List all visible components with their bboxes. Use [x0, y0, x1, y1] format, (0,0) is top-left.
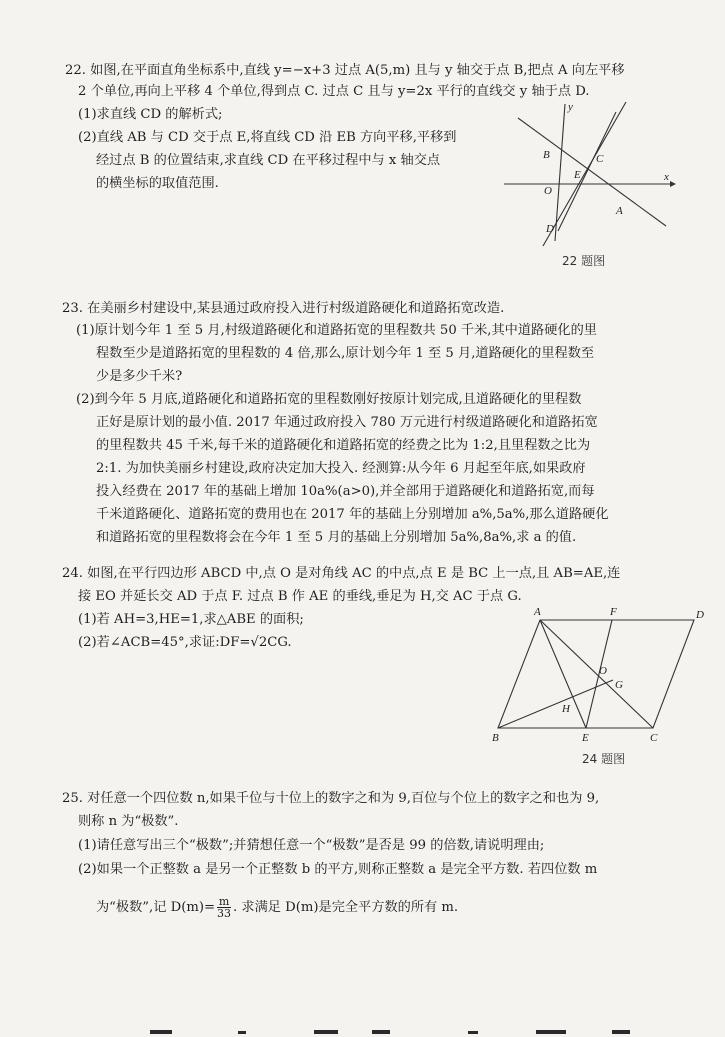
q23-line-3: 程数至少是道路拓宽的里程数的 4 倍,那么,原计划今年 1 至 5 月,道路硬化的里程数至 [96, 346, 595, 361]
q24-line-3: (1)若 AH=3,HE=1,求△ABE 的面积; [78, 612, 304, 627]
line-cd [543, 102, 626, 246]
q24-figure [488, 600, 710, 748]
cropped-bottom-text [0, 1024, 725, 1037]
x-axis-arrow [670, 181, 676, 187]
label-g: G [615, 679, 623, 691]
label-e: E [574, 169, 581, 181]
q24-line-2: 接 EO 并延长交 AD 于点 F. 过点 B 作 AE 的垂线,垂足为 H,交 AC 于点 G. [78, 589, 522, 604]
label-d: D [696, 609, 704, 621]
q24-caption: 24 题图 [582, 752, 626, 766]
q22-line-2: 2 个单位,再向上平移 4 个单位,得到点 C. 过点 C 且与 y=2x 平行的直线交 y 轴于点 D. [78, 84, 590, 99]
line-y2x [558, 112, 616, 231]
q24-line-1: 24. 如图,在平行四边形 ABCD 中,点 O 是对角线 AC 的中点,点 E 是 BC 上一点,且 AB=AE,连 [62, 566, 621, 581]
q25-line-5 [96, 896, 458, 919]
q23-line-1: 23. 在美丽乡村建设中,某县通过政府投入进行村级道路硬化和道路拓宽改造. [62, 301, 505, 316]
q22-line-5: 经过点 B 的位置结束,求直线 CD 在平移过程中与 x 轴交点 [96, 153, 441, 168]
q25-line-4: (2)如果一个正整数 a 是另一个正整数 b 的平方,则称正整数 a 是完全平方数. 若四位数 m [78, 862, 598, 877]
label-y: y [568, 101, 573, 113]
label-c: C [650, 732, 658, 744]
label-b: B [492, 732, 499, 744]
q23-line-6: 正好是原计划的最小值. 2017 年通过政府投入 780 万元进行村级道路硬化和道路拓宽 [96, 415, 598, 430]
label-h: H [562, 703, 570, 715]
q23-line-5: (2)到今年 5 月底,道路硬化和道路拓宽的里程数刚好按原计划完成,且道路硬化的里程数 [76, 392, 582, 407]
fraction-numerator: m [218, 895, 230, 908]
label-d: D [546, 223, 554, 235]
q22-line-4: (2)直线 AB 与 CD 交于点 E,将直线 CD 沿 EB 方向平移,平移到 [78, 130, 457, 145]
q23-line-2: (1)原计划今年 1 至 5 月,村级道路硬化和道路拓宽的里程数共 50 千米,其中道路硬化的里 [76, 323, 597, 338]
label-a: A [534, 606, 541, 618]
q25-line-1: 25. 对任意一个四位数 n,如果千位与十位上的数字之和为 9,百位与个位上的数字之和也为 9, [62, 791, 600, 806]
q23-line-11: 和道路拓宽的里程数将会在今年 1 至 5 月的基础上分别增加 5a%,8a%,求 a 的值. [96, 530, 577, 545]
q22-caption: 22 题图 [562, 254, 606, 268]
label-c: C [596, 153, 604, 165]
q23-line-7: 的里程数共 45 千米,每千米的道路硬化和道路拓宽的经费之比为 1:2,且里程数之比为 [96, 438, 591, 453]
segment-bg [498, 680, 613, 728]
label-x: x [664, 171, 669, 183]
q22-figure [498, 96, 688, 256]
label-o: O [599, 665, 607, 677]
q25-line-2: 则称 n 为“极数”. [78, 814, 179, 829]
label-e: E [582, 732, 589, 744]
line-ab [518, 118, 666, 226]
diagonal-ac [540, 620, 653, 728]
q23-line-10: 千米道路硬化、道路拓宽的费用也在 2017 年的基础上分别增加 a%,5a%,那么道路硬化 [96, 507, 609, 522]
label-b: B [543, 149, 550, 161]
label-a: A [616, 205, 623, 217]
label-o: O [544, 185, 552, 197]
q22-line-6: 的横坐标的取值范围. [96, 176, 219, 191]
q22-line-1: 22. 如图,在平面直角坐标系中,直线 y=−x+3 过点 A(5,m) 且与 y 轴交于点 B,把点 A 向左平移 [65, 63, 625, 78]
q23-line-9: 投入经费在 2017 年的基础上增加 10a%(a>0),并全部用于道路硬化和道路拓宽,而每 [96, 484, 595, 499]
q25-line-3: (1)请任意写出三个“极数”;并猜想任意一个“极数”是否是 99 的倍数,请说明理由; [78, 838, 545, 853]
q22-line-3: (1)求直线 CD 的解析式; [78, 107, 223, 122]
fraction-denominator: 33 [217, 907, 232, 920]
q25-line-5-end: . 求满足 D(m)是完全平方数的所有 m. [233, 900, 459, 915]
q23-line-4: 少是多少千米? [96, 369, 183, 384]
label-f: F [610, 606, 617, 618]
q24-line-4: (2)若∠ACB=45°,求证:DF=√2CG. [78, 635, 292, 650]
q23-line-8: 2:1. 为加快美丽乡村建设,政府决定加大投入. 经测算:从今年 6 月起至年底,如果政府 [96, 461, 586, 476]
q25-line-5-start: 为“极数”,记 D(m)= [96, 900, 216, 915]
fraction-m-over-33 [217, 896, 231, 919]
